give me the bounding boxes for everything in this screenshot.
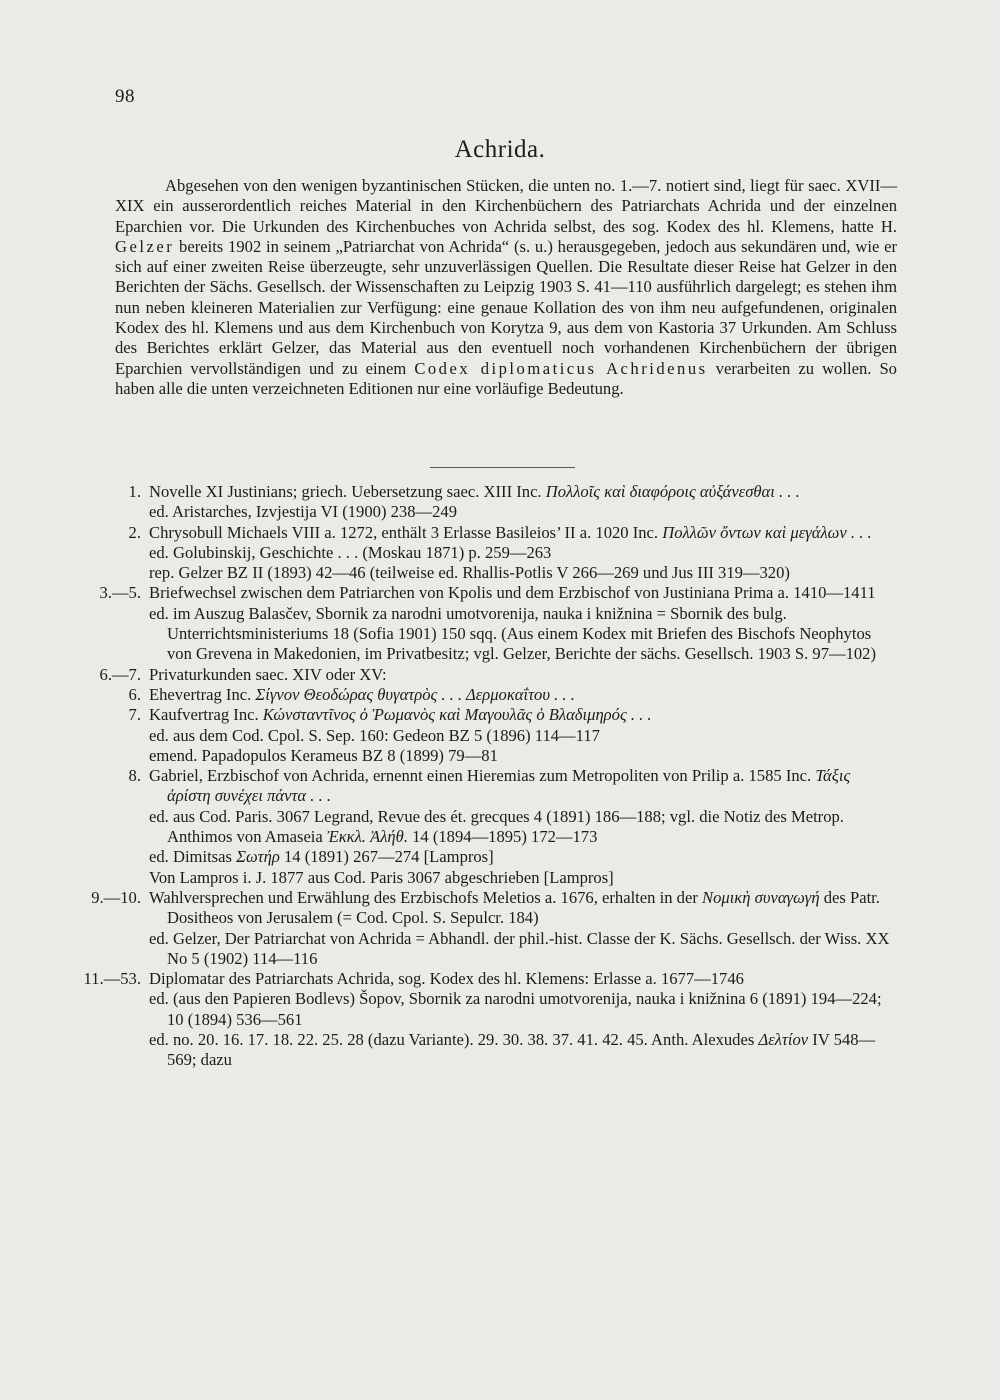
entry-text: ed. Gelzer, Der Patriarchat von Achrida = Abhandl. der phil.-hist. Classe der K. Sächs. Gesellsch. der Wiss. XX No 5 (1902) 114—116 (149, 928, 890, 968)
greek-quotation: Σωτήρ (236, 847, 280, 867)
entry-text: ed. im Auszug Balasčev, Sbornik za narodni umotvorenija, nauka i knižnina = Sbornik des bulg. Unterrichtsministeriums 18 (Sofia 1901) 150 sqq. (Aus einem Kodex mit Briefen des Bischofs Neophytos von Grevena in Makedonien, im Privatbesitz; vgl. Gelzer, Berichte der sächs. Gesellsch. 1903 S. 97—102) (149, 603, 877, 664)
document-entry (0, 685, 1000, 705)
entry-text: Wahlversprechen und Erwählung des Erzbischofs Meletios a. 1676, erhalten in der (149, 887, 702, 907)
document-entry (0, 665, 1000, 685)
entry-text: emend. Papadopulos Kerameus BZ 8 (1899) 79—81 (149, 745, 498, 765)
entry-citation-line (149, 989, 896, 1030)
entry-text: Diplomatar des Patriarchats Achrida, sog. Kodex des hl. Klemens: Erlasse a. 1677—1746 (149, 969, 744, 989)
intro-text-2: bereits 1902 in seinem „Patriarchat von Achrida“ (s. u.) herausgegeben, jedoch aus sekundären und, wie er sich auf einer zweiten Reise überzeugte, sehr unzuverlässigen Quellen. Die Resultate dieser Reise hat Gelzer in den Berichten der Sächs. Gesellsch. der Wissenschaften zu Leipzig 1903 S. 41—110 ausführlich dargelegt; es stehen ihm nun neben kleineren Materialien zur Verfügung: eine genaue Kollation des von ihm neu aufgefundenen, originalen Kodex des hl. Klemens und aus dem Kirchenbuch von Korytza 9, aus dem von Kastoria 37 Urkunden. Am Schluss des Berichtes erklärt Gelzer, das Material aus den eventuell noch vorhandenen Kirchenbüchern der übrigen Eparchien vervollständigen und zu einem (115, 236, 898, 378)
entry-text-after: IV 548—569; dazu (167, 1030, 876, 1070)
entry-number: 3.—5. (99, 583, 141, 603)
entry-citation-line (149, 746, 896, 766)
codex-title-spaced: Codex diplomaticus Achridenus (414, 358, 708, 378)
greek-quotation: Δελτίον (758, 1030, 809, 1050)
document-entries-list (0, 482, 1000, 1071)
entry-title-line (149, 766, 896, 807)
entry-text: Von Lampros i. J. 1877 aus Cod. Paris 3067 abgeschrieben [Lampros] (149, 867, 614, 887)
greek-quotation: Ἐκκλ. Ἀλήθ. (326, 827, 408, 847)
entry-text: Kaufvertrag Inc. (149, 705, 263, 725)
entry-citation-line (149, 726, 896, 746)
entry-number: 2. (128, 522, 141, 542)
entry-citation-line (149, 543, 896, 563)
entry-title-line (149, 523, 896, 543)
greek-quotation: Σίγνον Θεοδώρας θυγατρὸς . . . Δερμοκαΐτου . . . (255, 684, 575, 704)
entry-body (149, 705, 896, 766)
entry-text: Privaturkunden saec. XIV oder XV: (149, 664, 387, 684)
entry-text: ed. Aristarches, Izvjestija VI (1900) 238—249 (149, 502, 457, 522)
entry-number: 1. (128, 482, 141, 501)
section-divider (430, 467, 575, 468)
entry-body (149, 766, 896, 888)
entry-title-line (149, 969, 896, 989)
entry-body (149, 969, 896, 1070)
document-entry (0, 482, 1000, 523)
entry-text: ed. no. 20. 16. 17. 18. 22. 25. 28 (dazu Variante). 29. 30. 38. 37. 41. 42. 45. Anth. Alexudes (149, 1030, 759, 1050)
entry-text: Gabriel, Erzbischof von Achrida, ernennt einen Hieremias zum Metropoliten von Prilip a. 1585 Inc. (149, 766, 816, 786)
entry-citation-line (149, 807, 896, 848)
section-heading: Achrida. (454, 136, 546, 163)
entry-body (149, 523, 896, 584)
entry-number: 9.—10. (91, 887, 141, 907)
entry-citation-line (149, 847, 896, 867)
entry-citation-line (149, 929, 896, 970)
greek-quotation: Κώνσταντῖνος ὁ Ῥωμανὸς καὶ Μαγουλᾶς ὁ Βλαδιμηρός . . . (262, 705, 652, 725)
entry-text: ed. Golubinskij, Geschichte . . . (Moskau 1871) p. 259—263 (149, 542, 552, 562)
entry-title-line (149, 685, 896, 705)
entry-text: ed. aus dem Cod. Cpol. S. Sep. 160: Gedeon BZ 5 (1896) 114—117 (149, 725, 600, 745)
entry-number: 11.—53. (83, 969, 141, 989)
entry-citation-line (149, 563, 896, 583)
document-entry (0, 888, 1000, 969)
entry-body (149, 685, 896, 705)
entry-text: ed. (aus den Papieren Bodlevs) Šopov, Sbornik za narodni umotvorenija, nauka i knižnina 6 (1891) 194—224; 10 (1894) 536—561 (149, 989, 882, 1029)
entry-text: rep. Gelzer BZ II (1893) 42—46 (teilweise ed. Rhallis-Potlis V 266—269 und Jus III 319—320) (149, 563, 790, 583)
entry-title-line (149, 482, 896, 502)
entry-text-after: 14 (1891) 267—274 [Lampros] (279, 847, 494, 867)
author-name-spaced: Gelzer (115, 236, 175, 256)
entry-number: 6.—7. (99, 664, 141, 684)
document-entry (0, 705, 1000, 766)
entry-title-line (149, 705, 896, 725)
entry-number: 8. (128, 766, 141, 786)
entry-citation-line (149, 868, 896, 888)
entry-title-line (149, 583, 896, 603)
entry-citation-line (149, 502, 896, 522)
greek-quotation: Πολλοῖς καὶ διαφόροις αὐξάνεσθαι . . . (545, 482, 800, 501)
intro-text-1: Abgesehen von den wenigen byzantinischen Stücken, die unten no. 1.—7. notiert sind, liegt für saec. XVII—XIX ein ausserordentlich reiches Material in den Kirchenbüchern des Patriarchats Achrida und der einzelnen Eparchien vor. Die Urkunden des Kirchenbuches von Achrida selbst, des sog. Kodex des hl. Klemens, hatte H. (115, 176, 897, 236)
entry-body (149, 888, 896, 969)
greek-quotation: Νομικὴ συναγωγή (702, 887, 820, 907)
entry-number: 7. (128, 705, 141, 725)
document-entry (0, 583, 1000, 664)
intro-paragraph (115, 176, 897, 399)
document-entry (0, 523, 1000, 584)
entry-text: ed. aus Cod. Paris. 3067 Legrand, Revue des ét. grecques 4 (1891) 186—188; vgl. die Notiz des Metrop. Anthimos von Amaseia (149, 806, 844, 847)
entry-title-line (149, 665, 896, 685)
entry-text-after: des Patr. Dositheos von Jerusalem (= Cod. Cpol. S. Sepulcr. 184) (167, 887, 880, 928)
page-number: 98 (115, 86, 135, 107)
document-entry (0, 969, 1000, 1070)
entry-text: Chrysobull Michaels VIII a. 1272, enthält 3 Erlasse Basileios’ II a. 1020 Inc. (149, 522, 663, 542)
entry-body (149, 482, 896, 523)
entry-citation-line (149, 604, 896, 665)
entry-text: Ehevertrag Inc. (149, 684, 256, 704)
entry-body (149, 665, 896, 685)
entry-body (149, 583, 896, 664)
entry-text: Novelle XI Justinians; griech. Uebersetzung saec. XIII Inc. (149, 482, 546, 501)
entry-text: ed. Dimitsas (149, 847, 237, 867)
entry-number: 6. (128, 684, 141, 704)
entry-title-line (149, 888, 896, 929)
greek-quotation: Πολλῶν ὄντων καὶ μεγάλων . . . (662, 522, 872, 542)
document-entry (0, 766, 1000, 888)
entry-text-after: 14 (1894—1895) 172—173 (407, 827, 598, 847)
greek-quotation: Τάξις ἀρίστη συνέχει πάντα . . . (167, 766, 851, 806)
intro-text-3: verarbeiten zu wollen. So haben alle die unten verzeichneten Editionen nur eine vorläufige Bedeutung. (115, 358, 897, 398)
entry-citation-line (149, 1030, 896, 1071)
entry-text: Briefwechsel zwischen dem Patriarchen von Kpolis und dem Erzbischof von Justiniana Prima a. 1410—1411 (149, 583, 876, 603)
